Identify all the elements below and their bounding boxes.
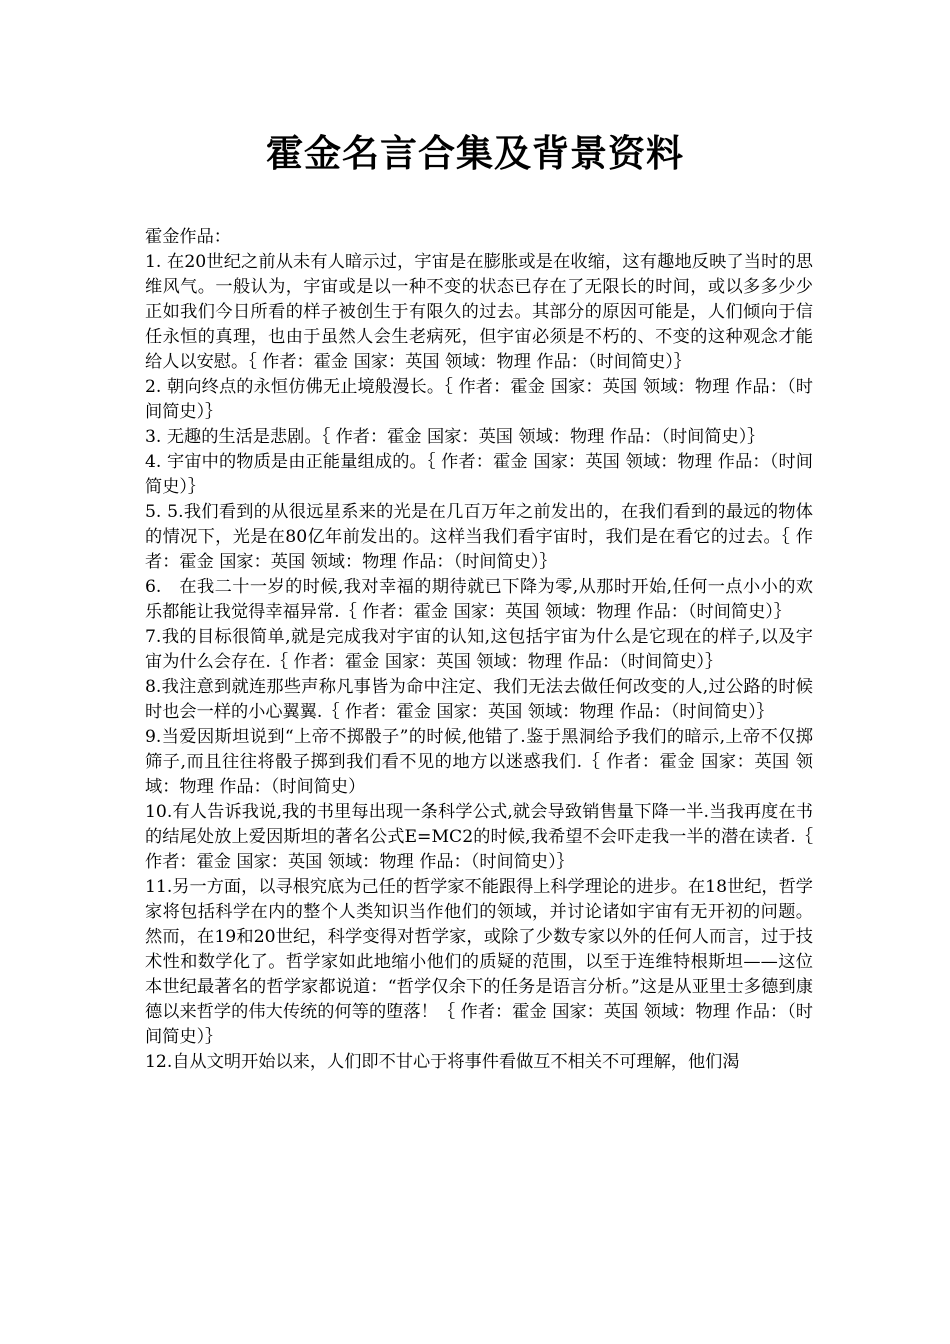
document-title: 霍金名言合集及背景资料 <box>266 131 684 175</box>
section-label: 霍金作品： <box>145 227 231 247</box>
quote-entry-10: 10.有人告诉我说,我的书里每出现一条科学公式,就会导致销售量下降一半.当我再度在书的结尾处放上爱因斯坦的著名公式E=MC2的时候,我希望不会吓走我一半的潜在读者.｛ 作者：霍金 国家：英国 领域：物理 作品：（时间简史）｝ <box>145 802 813 872</box>
quote-entry-1: 1. 在20世纪之前从未有人暗示过，宇宙是在膨胀或是在收缩，这有趣地反映了当时的思维风气。一般认为，宇宙或是以一种不变的状态已存在了无限长的时间，或以多多少少正如我们今日所看的样子被创生于有限久的过去。其部分的原因可能是，人们倾向于信任永恒的真理，也由于虽然人会生老病死，但宇宙必须是不朽的、不变的这种观念才能给人以安慰。｛ 作者：霍金 国家：英国 领域：物理 作品：（时间简史）｝ <box>145 252 813 372</box>
quote-entry-11: 11.另一方面，以寻根究底为己任的哲学家不能跟得上科学理论的进步。在18世纪，哲学家将包括科学在内的整个人类知识当作他们的领域，并讨论诸如宇宙有无开初的问题。然而，在19和20世纪，科学变得对哲学家，或除了少数专家以外的任何人而言，过于技术性和数学化了。哲学家如此地缩小他们的质疑的范围，以至于连维特根斯坦——这位本世纪最著名的哲学家都说道：“哲学仅余下的任务是语言分析。”这是从亚里士多德到康德以来哲学的伟大传统的何等的堕落！｛ 作者：霍金 国家：英国 领域：物理 作品：（时间简史）｝ <box>145 877 813 1047</box>
quote-entry-6: 6. 在我二十一岁的时候,我对幸福的期待就已下降为零,从那时开始,任何一点小小的欢乐都能让我觉得幸福异常.｛ 作者：霍金 国家：英国 领域：物理 作品：（时间简史）｝ <box>145 577 813 622</box>
quote-entry-2: 2. 朝向终点的永恒仿佛无止境般漫长。｛ 作者：霍金 国家：英国 领域：物理 作品：（时间简史）｝ <box>145 377 813 422</box>
quote-entry-8: 8.我注意到就连那些声称凡事皆为命中注定、我们无法去做任何改变的人,过公路的时候时也会一样的小心翼翼.｛ 作者：霍金 国家：英国 领域：物理 作品：（时间简史）｝ <box>145 677 813 722</box>
quote-entry-3: 3. 无趣的生活是悲剧。｛ 作者：霍金 国家：英国 领域：物理 作品：（时间简史）｝ <box>145 427 765 447</box>
document-body <box>145 225 813 1075</box>
quote-entry-5: 5. 5.我们看到的从很远星系来的光是在几百万年之前发出的，在我们看到的最远的物体的情况下，光是在80亿年前发出的。这样当我们看宇宙时，我们是在看它的过去。｛ 作者：霍金 国家：英国 领域：物理 作品：（时间简史）｝ <box>145 502 813 572</box>
quote-entry-4: 4. 宇宙中的物质是由正能量组成的。｛ 作者：霍金 国家：英国 领域：物理 作品：（时间简史）｝ <box>145 452 813 497</box>
quote-entry-7: 7.我的目标很简单,就是完成我对宇宙的认知,这包括宇宙为什么是它现在的样子,以及宇宙为什么会存在.｛ 作者：霍金 国家：英国 领域：物理 作品：（时间简史）｝ <box>145 627 813 672</box>
quote-entry-12: 12.自从文明开始以来，人们即不甘心于将事件看做互不相关不可理解，他们渴 <box>145 1052 740 1072</box>
quote-entry-9: 9.当爱因斯坦说到“上帝不掷骰子”的时候,他错了.鉴于黑洞给予我们的暗示,上帝不仅掷筛子,而且往往将骰子掷到我们看不见的地方以迷惑我们.｛ 作者：霍金 国家：英国 领域：物理 作品：（时间简史） <box>145 727 813 797</box>
